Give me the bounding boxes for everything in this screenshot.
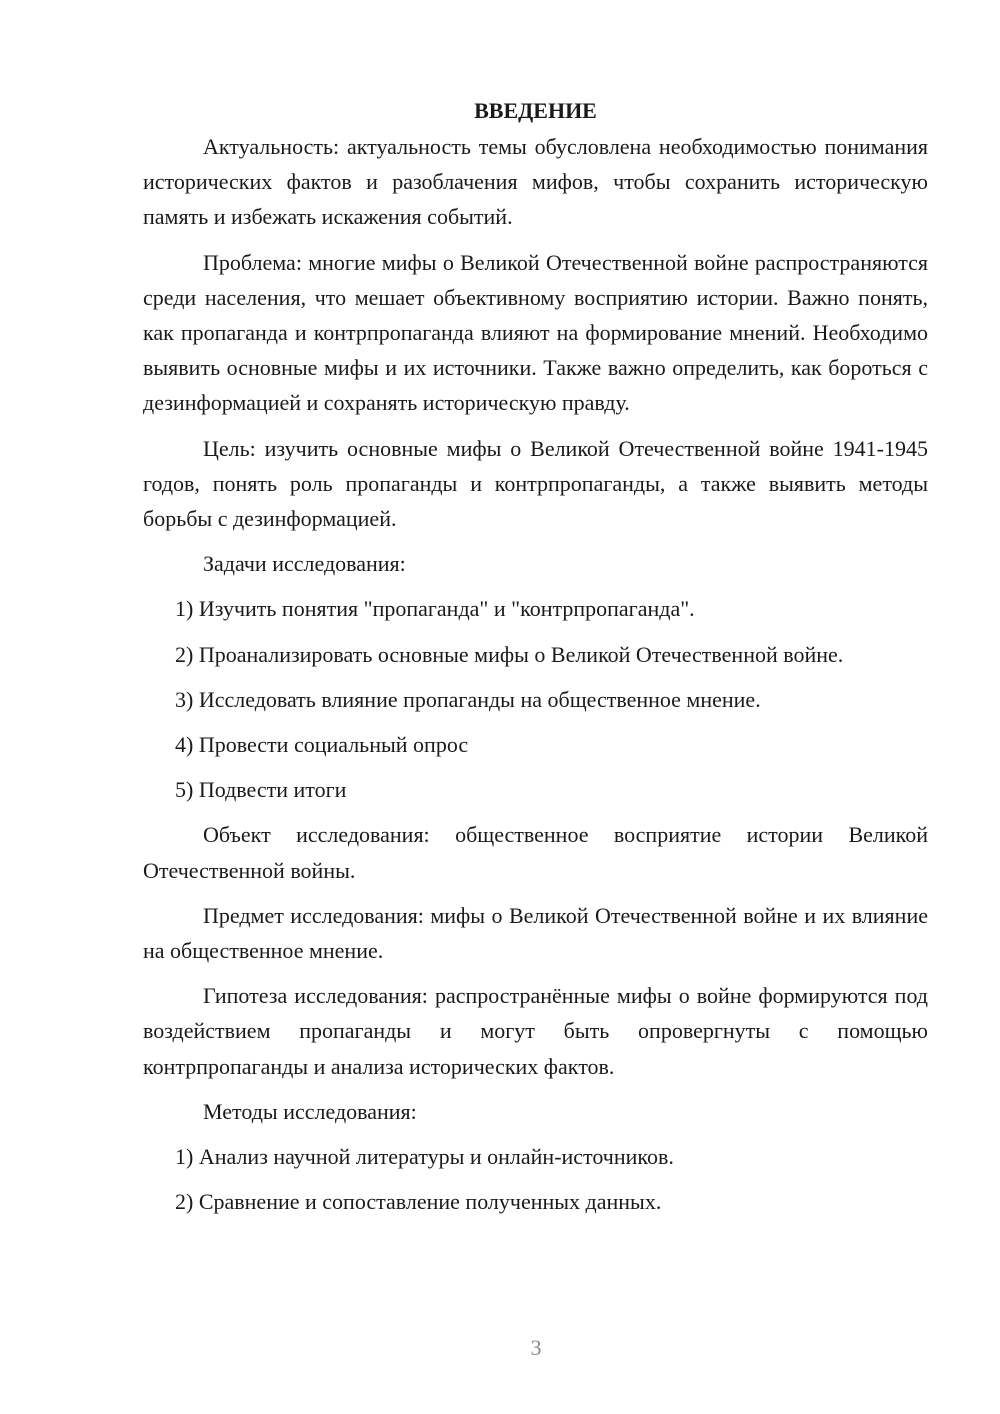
document-body — [143, 93, 928, 1219]
list-item-task-3: 3) Исследовать влияние пропаганды на общественное мнение. — [175, 686, 761, 712]
paragraph-object: Объект исследования: общественное восприятие истории Великой Отечественной войны. — [143, 822, 928, 883]
paragraph-hypothesis: Гипотеза исследования: распространённые мифы о войне формируются под воздействием пропаганды и могут быть опровергнуты с помощью контрпропаганды и анализа исторических фактов. — [143, 983, 928, 1079]
list-item-task-1: 1) Изучить понятия "пропаганда" и "контрпропаганда". — [175, 596, 695, 622]
list-item-method-2: 2) Сравнение и сопоставление полученных данных. — [175, 1189, 662, 1215]
section-title: ВВЕДЕНИЕ — [474, 98, 597, 123]
paragraph-problem: Проблема: многие мифы о Великой Отечественной войне распространяются среди населения, что мешает объективному восприятию истории. Важно понять, как пропаганда и контрпропаганда влияют на формирование мнений. Необходимо выявить основные мифы и их источники. Также важно определить, как бороться с дезинформацией и сохранять историческую правду. — [143, 249, 928, 416]
paragraph-methods-heading: Методы исследования: — [203, 1098, 417, 1124]
paragraph-tasks-heading: Задачи исследования: — [203, 551, 406, 577]
list-item-method-1: 1) Анализ научной литературы и онлайн-источников. — [175, 1144, 674, 1170]
list-item-task-5: 5) Подвести итоги — [175, 777, 347, 803]
list-item-task-2: 2) Проанализировать основные мифы о Великой Отечественной войне. — [175, 641, 844, 667]
page-number: 3 — [530, 1335, 542, 1360]
paragraph-relevance: Актуальность: актуальность темы обусловлена необходимостью понимания исторических фактов и разоблачения мифов, чтобы сохранить историческую память и избежать искажения событий. — [143, 134, 928, 230]
list-item-task-4: 4) Провести социальный опрос — [175, 732, 469, 758]
paragraph-subject: Предмет исследования: мифы о Великой Отечественной войне и их влияние на общественное мнение. — [143, 902, 928, 964]
paragraph-goal: Цель: изучить основные мифы о Великой Отечественной войне 1941-1945 годов, понять роль пропаганды и контрпропаганды, а также выявить методы борьбы с дезинформацией. — [143, 435, 928, 532]
